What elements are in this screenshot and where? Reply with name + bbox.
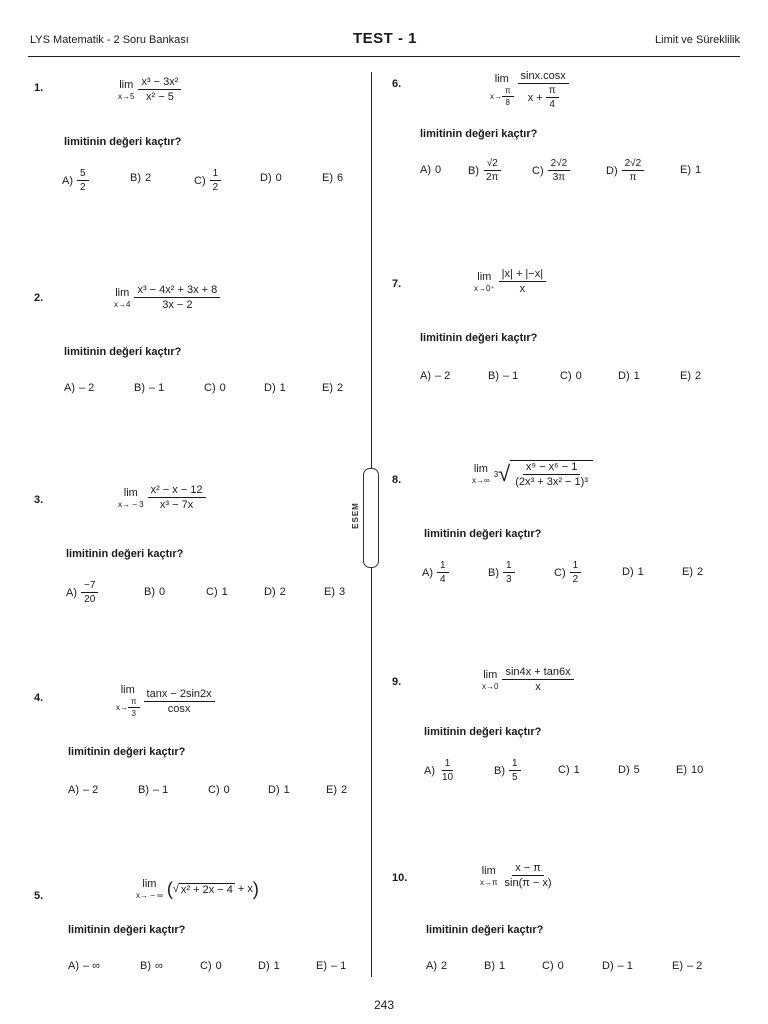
option-c[interactable]: C) 1 bbox=[558, 764, 580, 776]
test-title: TEST - 1 bbox=[352, 30, 417, 47]
lim-operator: lim x→4 bbox=[114, 286, 131, 309]
option-a[interactable]: A) $\frac{-7}{20}$ bbox=[66, 580, 98, 605]
option-b[interactable]: B) 1 bbox=[484, 960, 506, 972]
question-prompt: limitinin değeri kaçtır? bbox=[420, 128, 538, 140]
question-6 bbox=[392, 70, 712, 190]
limit-fraction: $\frac{|x| + |-x|}{x}$ bbox=[499, 268, 546, 295]
option-b[interactable]: B) $\frac{1}{3}$ bbox=[488, 560, 515, 585]
limit-fraction: $\frac{\text{x³ − 4x² + 3x + 8}}{3x - 2}$ bbox=[134, 284, 220, 311]
question-prompt: limitinin değeri kaçtır? bbox=[424, 528, 542, 540]
option-a[interactable]: A) 2 bbox=[426, 960, 448, 972]
limit-expression bbox=[474, 268, 546, 295]
option-d[interactable]: D) 0 bbox=[260, 172, 282, 184]
option-d[interactable]: D) 1 bbox=[622, 566, 644, 578]
option-c[interactable]: C) 0 bbox=[200, 960, 222, 972]
limit-fraction: $\frac{\sin 4x + \tan 6x}{x}$ bbox=[502, 666, 573, 693]
question-10 bbox=[392, 862, 712, 982]
lim-operator: lim x→ $\frac{\pi}{3}$ bbox=[116, 684, 140, 718]
book-title: LYS Matematik - 2 Soru Bankası bbox=[30, 34, 189, 46]
lim-operator: lim x→ − 3 bbox=[118, 486, 144, 509]
option-a[interactable]: A) – 2 bbox=[64, 382, 95, 394]
option-a[interactable]: A) $\frac{1}{10}$ bbox=[424, 758, 454, 783]
limit-fraction: $\frac{x - \pi}{\sin(\pi - x)}$ bbox=[504, 862, 552, 889]
question-4 bbox=[34, 684, 354, 804]
page-header bbox=[30, 30, 740, 52]
option-b[interactable]: B) – 1 bbox=[134, 382, 165, 394]
option-d[interactable]: D) 1 bbox=[268, 784, 290, 796]
option-b[interactable]: B) ∞ bbox=[140, 960, 163, 972]
option-e[interactable]: E) 10 bbox=[676, 764, 704, 776]
question-3 bbox=[34, 484, 354, 614]
option-c[interactable]: C) $\frac{2√2}{3\pi}$ bbox=[532, 158, 570, 183]
question-number: 7. bbox=[392, 278, 402, 290]
lim-operator: lim x→∞ bbox=[472, 463, 490, 485]
question-1 bbox=[34, 76, 354, 196]
square-root: √ x² + 2x − 4 bbox=[172, 883, 233, 896]
lim-operator: lim x→π bbox=[480, 864, 498, 887]
option-a[interactable]: A) 0 bbox=[420, 164, 442, 176]
option-e[interactable]: E) 2 bbox=[680, 370, 702, 382]
limit-expression bbox=[482, 666, 574, 693]
question-prompt: limitinin değeri kaçtır? bbox=[68, 924, 186, 936]
option-e[interactable]: E) 6 bbox=[322, 172, 344, 184]
question-number: 8. bbox=[392, 474, 402, 486]
option-a[interactable]: A) – ∞ bbox=[68, 960, 101, 972]
question-7 bbox=[392, 268, 712, 388]
option-a[interactable]: A) $\frac{5}{2}$ bbox=[62, 168, 89, 193]
question-2 bbox=[34, 284, 354, 404]
lim-operator: lim x→5 bbox=[118, 78, 135, 101]
option-e[interactable]: E) 2 bbox=[682, 566, 704, 578]
lim-operator: lim x→0⁺ bbox=[474, 270, 495, 293]
option-b[interactable]: B) – 1 bbox=[138, 784, 169, 796]
limit-fraction: $\frac{\tan x - 2\sin 2x}{\cos x}$ bbox=[144, 688, 215, 715]
option-b[interactable]: B) 2 bbox=[130, 172, 152, 184]
question-number: 4. bbox=[34, 692, 44, 704]
question-prompt: limitinin değeri kaçtır? bbox=[64, 136, 182, 148]
page-number: 243 bbox=[373, 998, 395, 1012]
option-d[interactable]: D) 1 bbox=[258, 960, 280, 972]
lim-operator: lim x→ $\frac{\pi}{8}$ bbox=[490, 73, 514, 107]
limit-expression bbox=[480, 862, 555, 889]
header-rule bbox=[28, 56, 740, 57]
option-d[interactable]: D) 1 bbox=[618, 370, 640, 382]
option-e[interactable]: E) 2 bbox=[322, 382, 344, 394]
limit-expression bbox=[118, 76, 181, 103]
option-e[interactable]: E) 3 bbox=[324, 586, 346, 598]
question-number: 6. bbox=[392, 78, 402, 90]
option-a[interactable]: A) $\frac{1}{4}$ bbox=[422, 560, 449, 585]
question-prompt: limitinin değeri kaçtır? bbox=[420, 332, 538, 344]
limit-expression bbox=[116, 684, 215, 718]
question-9 bbox=[392, 666, 712, 796]
option-d[interactable]: D) $\frac{2√2}{\pi}$ bbox=[606, 158, 644, 183]
question-prompt: limitinin değeri kaçtır? bbox=[64, 346, 182, 358]
limit-expression: lim x→ − ∞ ( √ x² + 2x − 4 + x ) bbox=[136, 878, 259, 900]
limit-fraction: $\frac{\text{x² − x − 12}}{\text{x³ − 7x}}$ bbox=[148, 484, 206, 511]
limit-expression bbox=[490, 70, 569, 110]
chapter-title: Limit ve Süreklilik bbox=[655, 34, 740, 46]
question-number: 5. bbox=[34, 890, 44, 902]
option-a[interactable]: A) – 2 bbox=[420, 370, 451, 382]
limit-fraction: sinx.cosx x + $\frac{\pi}{4}$ bbox=[518, 70, 569, 110]
option-b[interactable]: B) $\frac{√2}{2\pi}$ bbox=[468, 158, 501, 183]
option-d[interactable]: D) 1 bbox=[264, 382, 286, 394]
option-c[interactable]: C) 0 bbox=[204, 382, 226, 394]
limit-expression bbox=[472, 460, 593, 488]
question-5 bbox=[34, 878, 354, 978]
limit-expression bbox=[114, 284, 220, 311]
lim-operator: lim x→ − ∞ bbox=[136, 878, 163, 900]
option-d[interactable]: D) 2 bbox=[264, 586, 286, 598]
question-number: 10. bbox=[392, 872, 408, 884]
question-prompt: limitinin değeri kaçtır? bbox=[426, 924, 544, 936]
option-d[interactable]: D) 5 bbox=[618, 764, 640, 776]
option-b[interactable]: B) 0 bbox=[144, 586, 166, 598]
option-e[interactable]: E) – 1 bbox=[316, 960, 347, 972]
option-a[interactable]: A) – 2 bbox=[68, 784, 99, 796]
option-c[interactable]: C) 1 bbox=[206, 586, 228, 598]
question-8 bbox=[392, 460, 712, 590]
option-b[interactable]: B) $\frac{1}{5}$ bbox=[494, 758, 521, 783]
option-e[interactable]: E) 2 bbox=[326, 784, 348, 796]
option-c[interactable]: C) $\frac{1}{2}$ bbox=[554, 560, 581, 585]
question-number: 2. bbox=[34, 292, 44, 304]
question-number: 9. bbox=[392, 676, 402, 688]
question-number: 3. bbox=[34, 494, 44, 506]
option-d[interactable]: D) – 1 bbox=[602, 960, 633, 972]
option-e[interactable]: E) 1 bbox=[680, 164, 702, 176]
question-prompt: limitinin değeri kaçtır? bbox=[66, 548, 184, 560]
option-c[interactable]: C) 0 bbox=[560, 370, 582, 382]
lim-operator: lim x→0 bbox=[482, 668, 499, 691]
option-c[interactable]: C) 0 bbox=[542, 960, 564, 972]
option-c[interactable]: C) 0 bbox=[208, 784, 230, 796]
option-c[interactable]: C) $\frac{1}{2}$ bbox=[194, 168, 221, 193]
question-prompt: limitinin değeri kaçtır? bbox=[68, 746, 186, 758]
limit-expression bbox=[118, 484, 206, 511]
publisher-mark bbox=[350, 468, 379, 568]
option-b[interactable]: B) – 1 bbox=[488, 370, 519, 382]
question-number: 1. bbox=[34, 82, 44, 94]
cube-root: 3 √ $\frac{\text{x⁹ − x⁶ − 1}}{\text{(2x³ + 3x² − 1)³}}$ bbox=[494, 460, 593, 488]
publisher-mark-text: ESEM bbox=[350, 502, 360, 529]
limit-fraction: $\frac{\text{x³ − 3x²}}{\text{x² − 5}}$ bbox=[138, 76, 181, 103]
option-e[interactable]: E) – 2 bbox=[672, 960, 703, 972]
question-prompt: limitinin değeri kaçtır? bbox=[424, 726, 542, 738]
